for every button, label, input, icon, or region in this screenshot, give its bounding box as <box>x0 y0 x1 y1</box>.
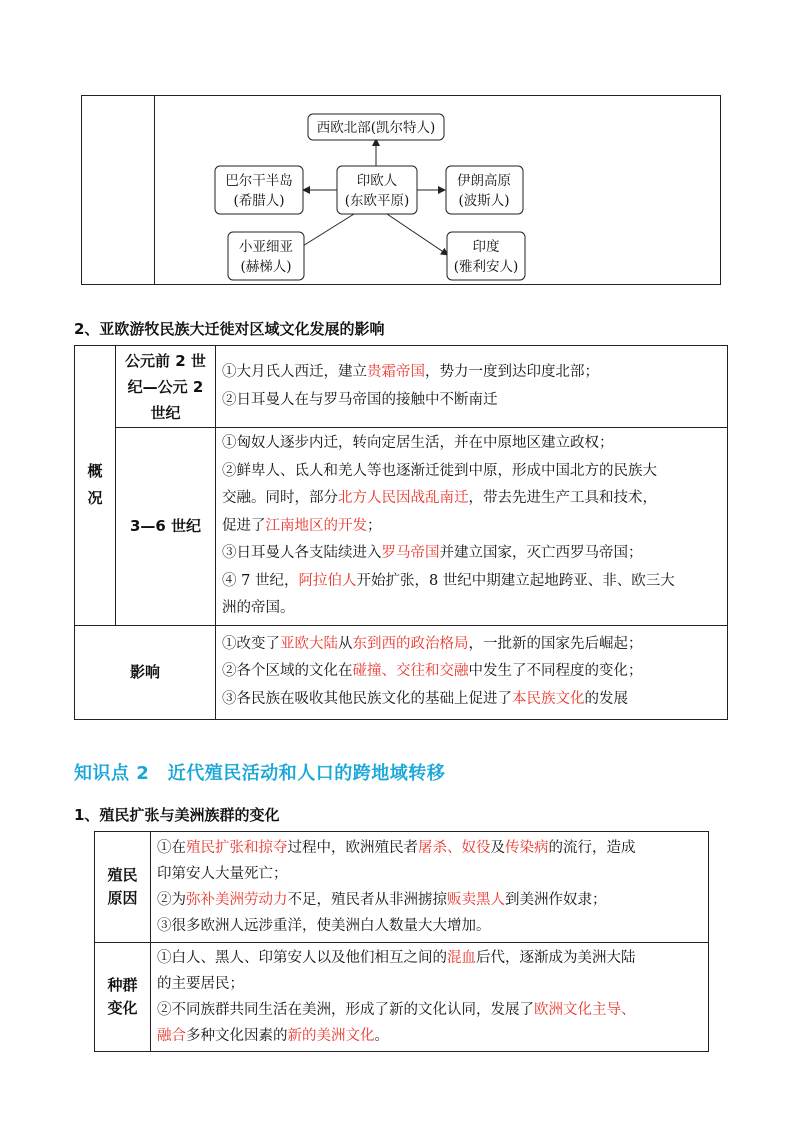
text-segment: 洲的帝国。 <box>222 600 295 616</box>
content-line <box>222 658 721 686</box>
text-segment: 的发展 <box>584 690 628 707</box>
colonial-cause-content <box>151 832 709 943</box>
text-segment: 不足，殖民者从非洲掳掠 <box>287 892 447 908</box>
population-change-label: 种群 变化 <box>95 943 151 1052</box>
content-line <box>222 458 721 486</box>
text-segment: ③各民族在吸收其他民族文化的基础上促进了 <box>222 690 512 707</box>
highlight-text: 本民族文化 <box>512 690 585 707</box>
text-segment: 多种文化因素的 <box>186 1028 288 1044</box>
knowledge-point-heading: 知识点 2 近代殖民活动和人口的跨地域转移 <box>74 763 446 784</box>
text-segment: 到美洲作奴隶； <box>505 892 607 908</box>
text-segment: ③日耳曼人各支陆续进入 <box>222 545 382 561</box>
highlight-text: 阿拉伯人 <box>298 572 357 589</box>
highlight-text: 弥补美洲劳动力 <box>186 892 288 908</box>
content-line <box>222 595 721 623</box>
text-segment: ②为 <box>157 892 186 908</box>
content-line <box>222 430 721 458</box>
text-segment: 后代，逐渐成为美洲大陆 <box>476 950 636 966</box>
highlight-text: 贵霜帝国 <box>367 364 425 380</box>
text-segment: ④ 7 世纪， <box>222 572 299 589</box>
content-line <box>157 887 702 913</box>
text-segment: ①匈奴人逐步内迁，转向定居生活，并在中原地区建立政权； <box>222 435 614 451</box>
text-segment: ①白人、黑人、印第安人以及他们相互之间的 <box>157 950 447 966</box>
highlight-text: 殖民扩张和掠夺 <box>186 840 288 856</box>
text-segment: 促进了 <box>222 517 266 534</box>
text-segment: ，一批新的国家先后崛起； <box>468 635 643 652</box>
label-bottom-right-1: 印度 <box>472 239 500 255</box>
highlight-text: 亚欧大陆 <box>280 635 338 652</box>
text-segment: ①在 <box>157 840 186 856</box>
subsection-heading: 1、殖民扩张与美洲族群的变化 <box>74 806 280 824</box>
text-segment: ； <box>367 517 382 534</box>
highlight-text: 罗马帝国 <box>381 545 440 561</box>
content-line <box>222 540 721 568</box>
highlight-text: 新的美洲文化 <box>287 1028 375 1044</box>
highlight-text: 东到西的政治格局 <box>352 635 469 652</box>
text-segment: ②日耳曼人在与罗马帝国的接触中不断南迁 <box>222 391 498 408</box>
label-left-2: (希腊人) <box>233 193 285 209</box>
label-top: 西欧北部(凯尔特人) <box>316 120 436 136</box>
text-segment: 交融。同时，部分 <box>222 490 338 506</box>
highlight-text: 欧洲文化主导、 <box>534 1002 636 1018</box>
period1-content <box>216 346 728 428</box>
content-line <box>222 485 721 513</box>
text-segment: 及 <box>490 840 505 856</box>
highlight-text: 碰撞、交往和交融 <box>352 663 469 680</box>
text-segment: ②鲜卑人、氐人和羌人等也逐渐迁徙到中原，形成中国北方的民族大 <box>222 462 657 479</box>
label-right-1: 伊朗高原 <box>457 173 511 189</box>
text-segment: 过程中，欧洲殖民者 <box>287 840 418 856</box>
label-bottom-right-2: (雅利安人) <box>453 259 519 275</box>
text-segment: 印第安人大量死亡； <box>157 866 288 882</box>
influence-content <box>216 625 728 719</box>
text-segment: ②各个区域的文化在 <box>222 663 353 680</box>
label-bottom-left-2: (赫梯人) <box>240 259 292 275</box>
content-line <box>157 913 702 939</box>
migration-diagram <box>82 96 722 286</box>
highlight-text: 屠杀、奴役 <box>418 840 491 856</box>
content-line <box>222 513 721 541</box>
text-segment: ①大月氏人西迁，建立 <box>222 364 367 380</box>
content-line <box>157 971 702 997</box>
text-segment: 的主要居民； <box>157 976 244 992</box>
text-segment: 从 <box>338 635 353 652</box>
highlight-text: 混血 <box>447 950 476 966</box>
highlight-text: 江南地区的开发 <box>265 517 367 534</box>
label-right-2: (波斯人) <box>458 193 510 209</box>
label-center-2: (东欧平原) <box>344 193 410 209</box>
arrow-bottom-right <box>387 214 448 255</box>
period2-content <box>216 428 728 626</box>
highlight-text: 贩卖黑人 <box>447 892 505 908</box>
text-segment: 开始扩张，8 世纪中期建立起地跨亚、非、欧三大 <box>356 572 675 589</box>
text-segment: 的流行，造成 <box>548 840 636 856</box>
content-line <box>222 631 721 659</box>
colonial-cause-label: 殖民 原因 <box>95 832 151 943</box>
content-line <box>157 1023 702 1049</box>
text-segment: ，势力一度到达印度北部； <box>425 364 599 380</box>
overview-label: 概 况 <box>75 346 116 626</box>
colonial-table <box>94 831 709 1052</box>
highlight-text: 融合 <box>157 1028 186 1044</box>
content-line <box>222 568 721 596</box>
label-left-1: 巴尔干半岛 <box>225 173 293 189</box>
highlight-text: 北方人民因战乱南迁 <box>338 490 469 506</box>
text-segment: ①改变了 <box>222 635 280 652</box>
migration-influence-table <box>74 345 728 720</box>
period2-label: 3—6 世纪 <box>116 428 216 626</box>
section-heading: 2、亚欧游牧民族大迁徙对区域文化发展的影响 <box>74 320 385 338</box>
content-line <box>222 387 721 415</box>
text-segment: ③很多欧洲人远涉重洋，使美洲白人数量大大增加。 <box>157 918 491 934</box>
content-line <box>222 686 721 714</box>
population-change-content <box>151 943 709 1052</box>
text-segment: ，带去先进生产工具和技术， <box>468 490 657 506</box>
content-line <box>157 997 702 1023</box>
influence-label: 影响 <box>75 625 216 719</box>
content-line <box>157 835 702 861</box>
label-center-1: 印欧人 <box>356 173 398 189</box>
period1-label: 公元前 2 世 纪—公元 2 世纪 <box>116 346 216 428</box>
text-segment: 并建立国家，灭亡西罗马帝国； <box>439 545 643 561</box>
label-bottom-left-1: 小亚细亚 <box>239 239 293 255</box>
text-segment: 中发生了不同程度的变化； <box>468 663 643 680</box>
content-line <box>222 359 721 387</box>
text-segment: ②不同族群共同生活在美洲，形成了新的文化认同，发展了 <box>157 1002 534 1018</box>
migration-diagram-table <box>81 95 721 285</box>
content-line <box>157 945 702 971</box>
highlight-text: 传染病 <box>505 840 549 856</box>
content-line <box>157 861 702 887</box>
text-segment: 。 <box>374 1028 389 1044</box>
